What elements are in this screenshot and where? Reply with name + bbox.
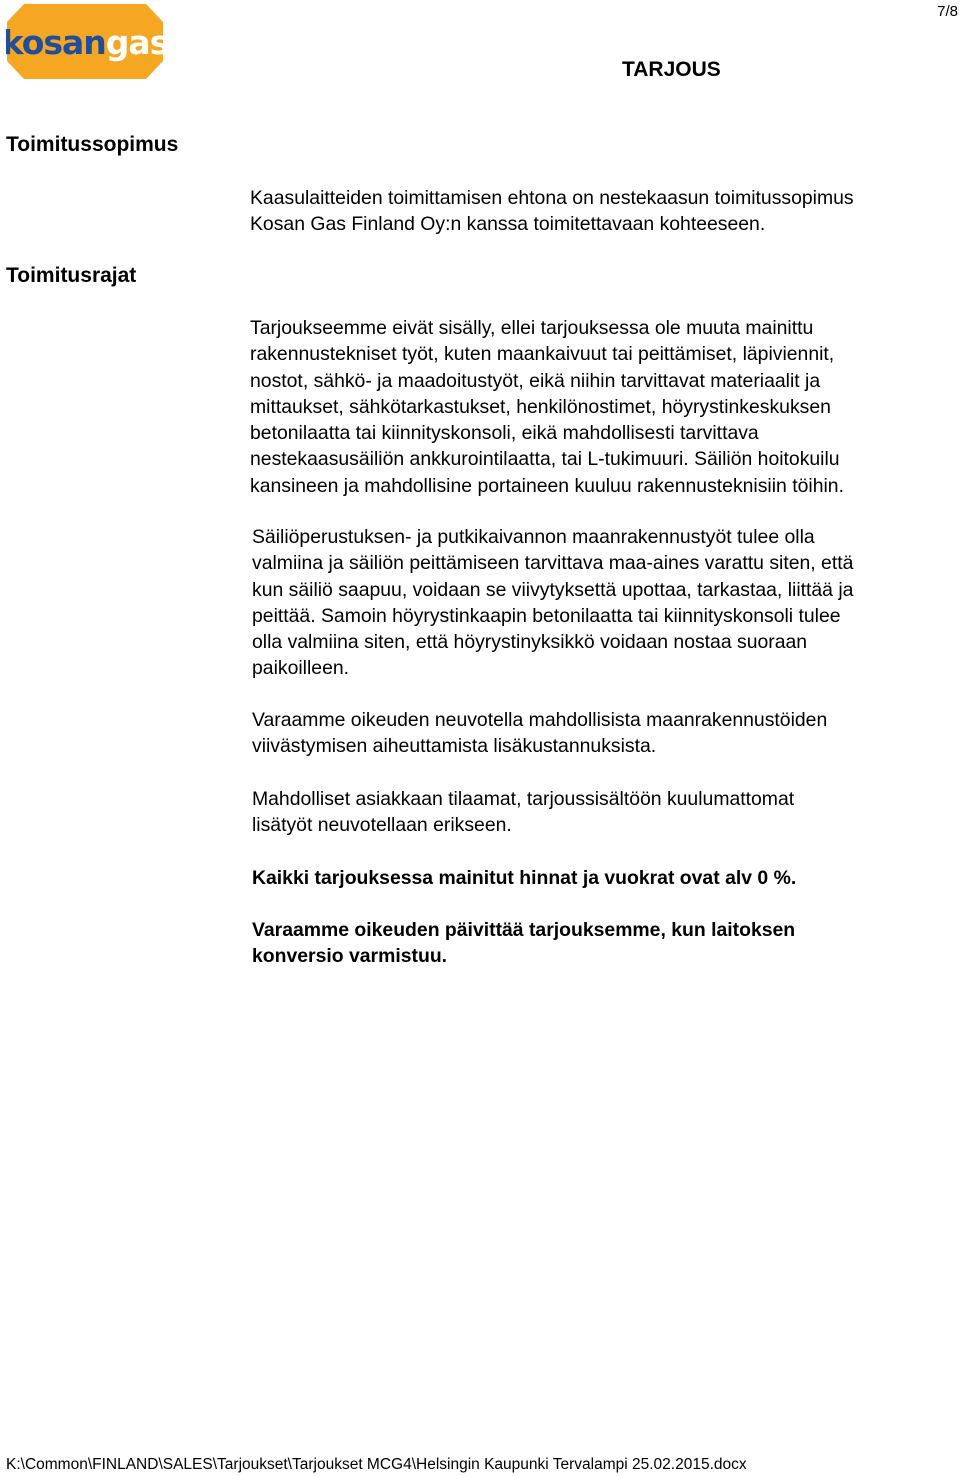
- paragraph-line: olla valmiina siten, että höyrystinyksikkö voidaan nostaa suoraan: [252, 631, 808, 654]
- logo-text-kosan: kosan: [6, 23, 106, 62]
- document-title: TARJOUS: [622, 58, 721, 81]
- paragraph-line: Varaamme oikeuden päivittää tarjouksemme, kun laitoksen: [252, 919, 796, 941]
- paragraph-line: Kaasulaitteiden toimittamisen ehtona on nestekaasun toimitussopimus: [250, 187, 854, 209]
- paragraph-line: lisätyöt neuvotellaan erikseen.: [252, 814, 512, 837]
- toimitusrajat-paragraph-extra-work: [252, 786, 794, 839]
- paragraph-line: paikoilleen.: [252, 657, 350, 680]
- paragraph-line: Tarjoukseemme eivät sisälly, ellei tarjouksessa ole muuta mainittu: [250, 317, 814, 339]
- toimitusrajat-paragraph-exclusions: [250, 315, 844, 499]
- paragraph-line: nostot, sähkö- ja maadoitustyöt, eikä niihin tarvittavat materiaalit ja: [250, 369, 821, 392]
- logo-text-gas: gas: [105, 23, 164, 62]
- toimitusrajat-paragraph-delays: [252, 707, 827, 760]
- kosangas-logo: [6, 3, 164, 80]
- paragraph-line: Kaikki tarjouksessa mainitut hinnat ja vuokrat ovat alv 0 %.: [252, 867, 797, 889]
- paragraph-line: konversio varmistuu.: [252, 945, 448, 968]
- toimitusrajat-paragraph-update-note: [252, 917, 795, 970]
- paragraph-line: Mahdolliset asiakkaan tilaamat, tarjoussisältöön kuulumattomat: [252, 788, 795, 810]
- paragraph-line: peittää. Samoin höyrystinkaapin betonilaatta tai kiinnityskonsoli tulee: [252, 604, 841, 627]
- paragraph-line: kansineen ja mahdollisine portaineen kuuluu rakennusteknisiin töihin.: [250, 474, 844, 497]
- paragraph-line: Varaamme oikeuden neuvotella mahdollisista maanrakennustöiden: [252, 709, 828, 731]
- toimitusrajat-paragraph-groundwork: [252, 524, 853, 682]
- paragraph-line: Kosan Gas Finland Oy:n kanssa toimitettavaan kohteeseen.: [250, 213, 766, 236]
- section-heading-toimitussopimus: Toimitussopimus: [6, 133, 179, 156]
- page-number: 7/8: [937, 3, 958, 20]
- paragraph-line: Säiliöperustuksen- ja putkikaivannon maanrakennustyöt tulee olla: [252, 526, 815, 548]
- paragraph-line: viivästymisen aiheuttamista lisäkustannuksista.: [252, 735, 657, 758]
- toimitusrajat-paragraph-vat-note: [252, 865, 796, 891]
- section-heading-toimitusrajat: Toimitusrajat: [6, 264, 137, 287]
- paragraph-line: kun säiliö saapuu, voidaan se viivytyksettä upottaa, tarkastaa, liittää ja: [252, 578, 854, 601]
- paragraph-line: betonilaatta tai kiinnityskonsoli, eikä mahdollisesti tarvittava: [250, 422, 759, 445]
- toimitussopimus-paragraph: [250, 185, 854, 238]
- paragraph-line: mittaukset, sähkötarkastukset, henkilönostimet, höyrystinkeskuksen: [250, 395, 831, 418]
- svg-text:kosangas: [6, 23, 164, 62]
- paragraph-line: valmiina ja säiliön peittämiseen tarvittava maa-aines varattu siten, että: [252, 552, 854, 575]
- paragraph-line: nestekaasusäiliön ankkurointilaatta, tai L-tukimuuri. Säiliön hoitokuilu: [250, 448, 840, 471]
- paragraph-line: rakennustekniset työt, kuten maankaivuut tai peittämiset, läpiviennit,: [250, 343, 835, 366]
- footer-file-path: K:\Common\FINLAND\SALES\Tarjoukset\Tarjoukset MCG4\Helsingin Kaupunki Tervalampi 25.02.2015.docx: [6, 1456, 747, 1473]
